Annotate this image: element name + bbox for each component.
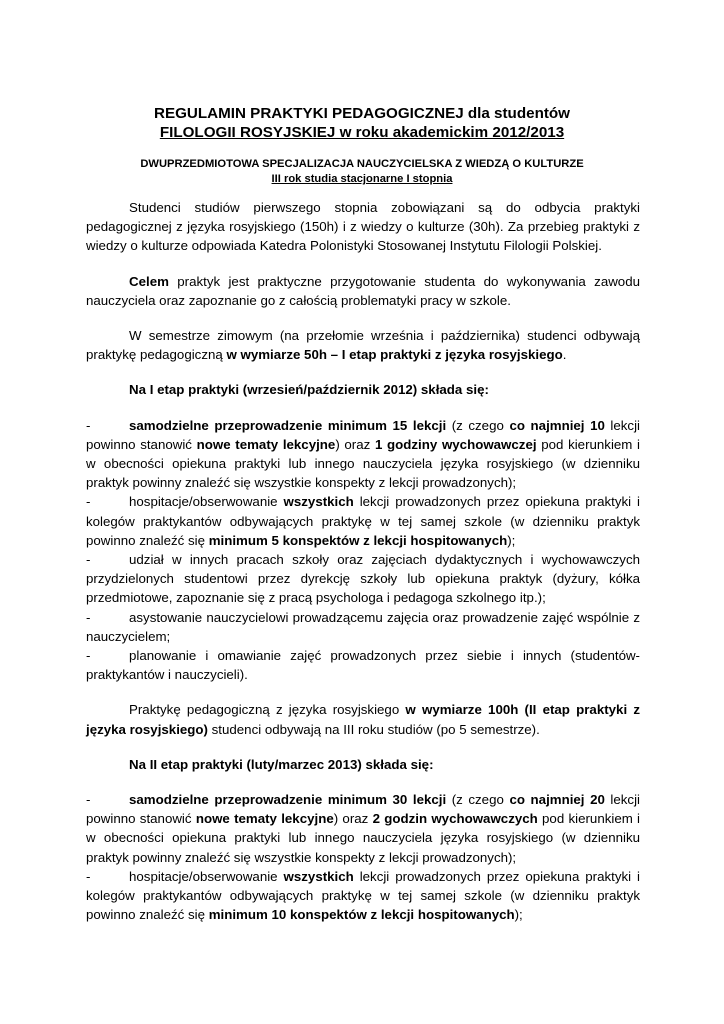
list-text: lekcji powinno stanowić	[86, 417, 640, 452]
list-bold: co najmniej 20	[509, 792, 605, 808]
title-line-1: REGULAMIN PRAKTYKI PEDAGOGICZNEJ dla studentów	[154, 105, 570, 122]
list-item	[86, 416, 640, 493]
goal-label: Celem	[129, 273, 169, 289]
list-text: planowanie i omawianie zajęć prowadzonych przez siebie i innych (studentów-praktykantów i nauczycieli).	[86, 648, 640, 683]
list-text: lekcji powinno stanowić	[86, 792, 640, 827]
list-text: ) oraz	[335, 436, 375, 452]
list-text: pod kierunkiem i w obecności opiekuna praktyki lub innego nauczyciela języka rosyjskiego (w dzienniku praktyk powinny znaleźć się wszystkie konspekty z lekcji prowadzonych);	[86, 436, 641, 491]
list-dash: -	[86, 494, 91, 510]
subtitle-line-1: DWUPRZEDMIOTOWA SPECJALIZACJA NAUCZYCIELSKA Z WIEDZĄ O KULTURZE	[140, 158, 584, 170]
list-bold: co najmniej 10	[509, 417, 605, 433]
winter-scope: w wymiarze 50h – I etap praktyki z języka rosyjskiego	[226, 347, 563, 363]
list-bold: minimum 5 konspektów z lekcji hospitowanych	[208, 532, 508, 548]
list-text: hospitacje/obserwowanie	[129, 494, 284, 510]
list-text: asystowanie nauczycielowi prowadzącemu zajęcia oraz prowadzenie zajęć wspólnie z nauczycielem;	[86, 609, 640, 644]
list-dash: -	[86, 792, 91, 808]
stage-1-list	[86, 416, 640, 685]
winter-end: .	[562, 347, 567, 363]
stage-2-scope: w wymiarze 100h (II etap praktyki z języka rosyjskiego)	[86, 702, 640, 737]
list-item	[86, 492, 640, 550]
list-text: lekcji prowadzonych przez opiekuna praktyki i kolegów praktykantów odbywających praktykę w tej samej szkole (w dzienniku praktyk powinno znaleźć się	[86, 494, 641, 548]
list-bold: wszystkich	[283, 494, 354, 510]
heading-stage-1	[86, 380, 640, 399]
list-item	[86, 608, 640, 646]
paragraph-goal	[86, 272, 640, 310]
subtitle-line-2: III rok studia stacjonarne I stopnia	[271, 173, 453, 185]
list-text: );	[507, 532, 516, 548]
heading-stage-2	[86, 755, 640, 774]
list-bold: nowe tematy lekcyjne	[196, 436, 336, 452]
list-item	[86, 646, 640, 684]
document-title	[84, 104, 640, 142]
stage-2-text: Praktykę pedagogiczną z języka rosyjskiego	[129, 702, 406, 718]
paragraph-winter-semester	[86, 326, 640, 364]
list-bold: samodzielne przeprowadzenie minimum 15 lekcji	[129, 417, 447, 433]
list-bold: wszystkich	[283, 868, 354, 884]
list-dash: -	[86, 868, 91, 884]
list-bold: nowe tematy lekcyjne	[195, 811, 334, 827]
document-body	[86, 198, 640, 925]
list-item	[86, 867, 640, 925]
stage-2-list	[86, 790, 640, 924]
list-item	[86, 550, 640, 608]
list-bold: samodzielne przeprowadzenie minimum 30 lekcji	[129, 792, 447, 808]
list-text: udział w innych pracach szkoły oraz zajęciach dydaktycznych i wychowawczych przydzielonych studentowi przez dyrekcję szkoły lub opiekuna praktyk (dyżury, kółka przedmiotowe, zapoznanie się z pracą psychologa i pedagoga szkolnego itp.);	[86, 552, 640, 606]
list-dash: -	[86, 552, 91, 568]
heading-stage-2-text: Na II etap praktyki (luty/marzec 2013) składa się:	[129, 756, 434, 772]
list-bold: minimum 10 konspektów z lekcji hospitowanych	[208, 907, 515, 923]
list-text: hospitacje/obserwowanie	[129, 868, 284, 884]
winter-text: W semestrze zimowym (na przełomie września i października) studenci odbywają praktykę pedagogiczną	[86, 328, 640, 363]
list-text: );	[514, 907, 523, 923]
goal-text: praktyk jest praktyczne przygotowanie studenta do wykonywania zawodu nauczyciela oraz zapoznanie go z całością problematyki pracy w szkole.	[86, 273, 640, 308]
list-text: lekcji prowadzonych przez opiekuna praktyki i kolegów praktykantów odbywających praktykę w tej samej szkole (w dzienniku praktyk powinno znaleźć się	[86, 868, 641, 923]
list-text: (z czego	[446, 417, 510, 433]
list-text: ) oraz	[333, 811, 373, 827]
paragraph-stage-2	[86, 700, 640, 738]
heading-stage-1-text: Na I etap praktyki (wrzesień/październik 2012) składa się:	[129, 382, 489, 398]
title-line-2: FILOLOGII ROSYJSKIEJ w roku akademickim 2012/2013	[159, 124, 565, 141]
stage-2-end: studenci odbywają na III roku studiów (po 5 semestrze).	[207, 721, 540, 737]
list-text: (z czego	[446, 792, 510, 808]
document-subtitle	[84, 157, 640, 187]
list-bold: 2 godzin wychowawczych	[372, 811, 538, 827]
list-dash: -	[86, 648, 91, 664]
list-bold: 1 godziny wychowawczej	[374, 436, 537, 452]
paragraph-intro: Studenci studiów pierwszego stopnia zobowiązani są do odbycia praktyki pedagogicznej z języka rosyjskiego (150h) i z wiedzy o kulturze (30h). Za przebieg praktyki z wiedzy o kulturze odpowiada Katedra Polonistyki Stosowanej Instytutu Filologii Polskiej.	[86, 200, 640, 254]
list-item	[86, 790, 640, 867]
list-dash: -	[86, 609, 91, 625]
list-dash: -	[86, 417, 91, 433]
list-text: pod kierunkiem i w obecności opiekuna praktyki lub innego nauczyciela języka rosyjskiego (w dzienniku praktyk powinny znaleźć się wszystkie konspekty z lekcji prowadzonych);	[86, 811, 641, 865]
